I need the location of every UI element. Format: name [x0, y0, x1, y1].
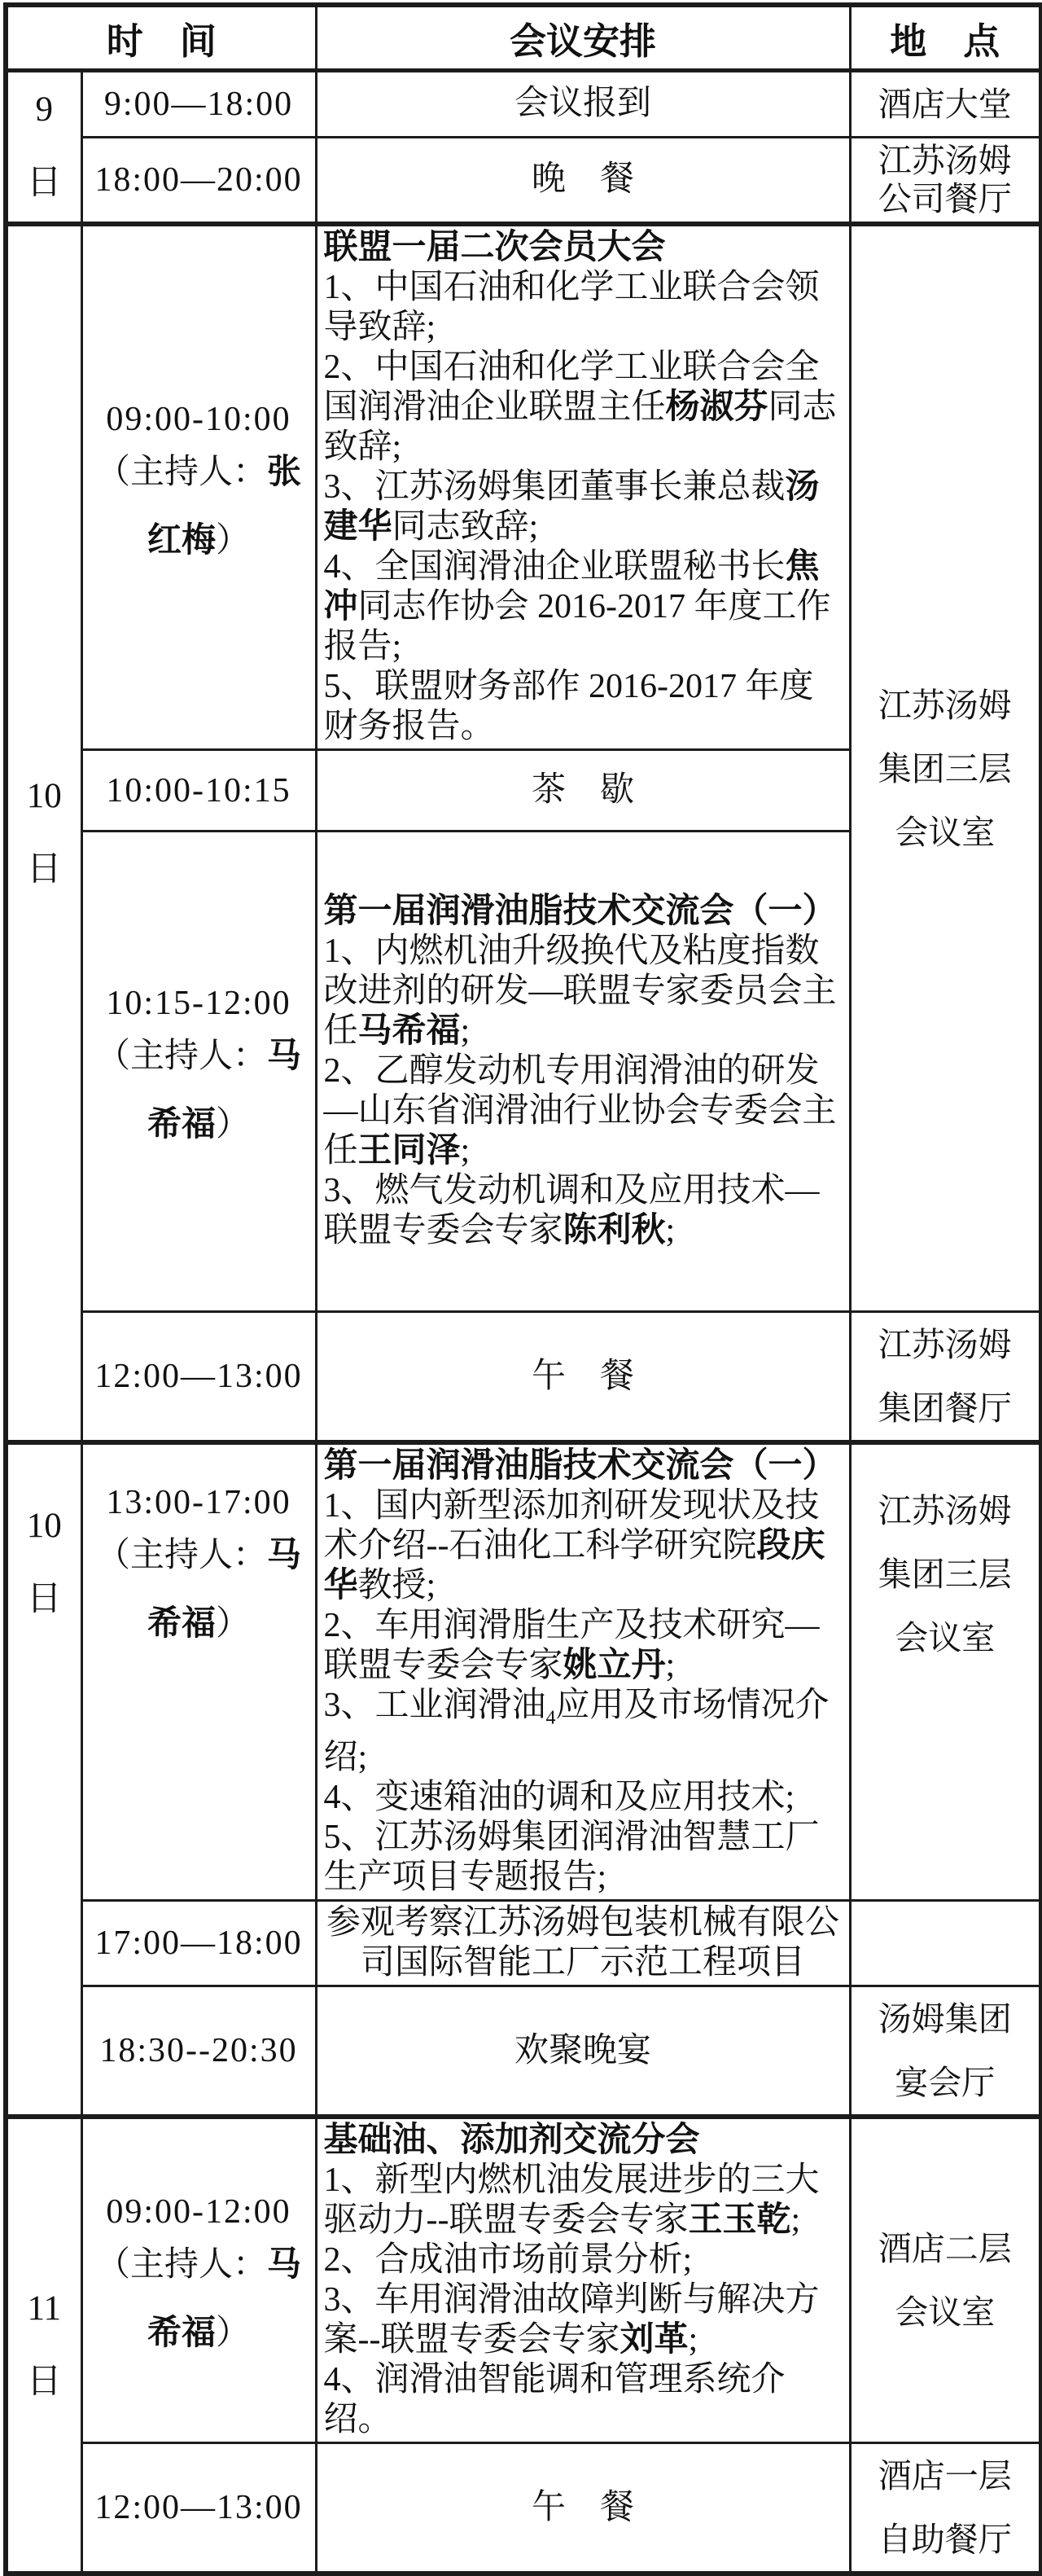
row-lunch-day10 — [6, 1312, 1041, 1443]
agenda-item: 4、变速箱油的调和及应用技术; — [323, 1779, 795, 1817]
speaker-name: 段庆华 — [323, 1527, 825, 1604]
scanned-schedule-page — [0, 2, 1042, 2559]
day-number: 11 — [27, 2289, 61, 2328]
agenda-item: 2、中国石油和化学工业联合会全国润滑油企业联盟主任杨淑芬同志致辞; — [323, 349, 837, 466]
agenda-item: 1、国内新型添加剂研发现状及技术介绍--石油化工科学研究院段庆华教授; — [323, 1487, 825, 1604]
subscript-note: 4 — [545, 1707, 556, 1729]
day-suffix: 日 — [26, 2362, 62, 2401]
header-time: 时 间 — [6, 5, 316, 70]
day-cell-9 — [6, 70, 81, 224]
session-title: 第一届润滑油脂技术交流会（一） — [323, 1447, 837, 1485]
day-cell-10-morning — [6, 224, 81, 1442]
host-line: 红梅） — [147, 521, 251, 560]
time-cell: 10:15-12:00 （主持人：马 希福） — [81, 832, 316, 1312]
host-line: （主持人：马 — [95, 1037, 302, 1075]
time-cell: 09:00-12:00 （主持人：马 希福） — [81, 2117, 316, 2443]
day-number: 9 — [35, 90, 53, 129]
row-baseoil-session — [6, 2117, 1041, 2443]
host-line: 希福） — [147, 1105, 251, 1143]
row-factory-visit — [6, 1901, 1041, 1986]
session-title: 第一届润滑油脂技术交流会（一） — [323, 893, 837, 930]
time-cell: 18:00—20:00 — [81, 137, 316, 224]
agenda-item: 2、车用润滑脂生产及技术研究—联盟专委会专家姚立丹; — [323, 1607, 820, 1684]
agenda-item: 1、中国石油和化学工业联合会领导致辞; — [323, 269, 820, 346]
time-cell: 17:00—18:00 — [81, 1901, 316, 1986]
agenda-item: 2、合成油市场前景分析; — [323, 2241, 693, 2280]
day-number: 10 — [26, 777, 62, 815]
time-cell: 12:00—13:00 — [81, 2443, 316, 2574]
row-dinner-day9 — [6, 137, 1041, 224]
day-cell-10-afternoon — [6, 1442, 81, 2117]
agenda-cell: 茶 歇 — [316, 750, 850, 832]
agenda-item: 3、工业润滑油$_4$应用及市场情况介绍; — [323, 1687, 830, 1777]
speaker-name: 刘革 — [620, 2321, 689, 2359]
speaker-name: 王同泽 — [357, 1132, 461, 1170]
host-name: 希福 — [147, 1105, 216, 1143]
agenda-cell — [316, 832, 850, 1312]
agenda-item: 3、江苏汤姆集团董事长兼总裁汤建华同志致辞; — [323, 468, 820, 546]
day-cell-11 — [6, 2117, 81, 2574]
time-cell: 09:00-10:00 （主持人：张 红梅） — [81, 224, 316, 750]
speaker-name: 杨淑芬 — [665, 388, 768, 426]
row-member-assembly — [6, 224, 1041, 750]
host-line: （主持人：马 — [95, 2246, 302, 2284]
agenda-item: 3、车用润滑油故障判断与解决方案--联盟专委会专家刘革; — [323, 2281, 820, 2359]
day-number: 10 — [26, 1507, 62, 1545]
host-line: 希福） — [147, 2315, 251, 2353]
agenda-item: 1、内燃机油升级换代及粘度指数改进剂的研发—联盟专家委员会主任马希福; — [323, 933, 837, 1050]
location-cell: 江苏汤姆 集团三层 会议室 — [850, 1442, 1041, 1901]
time-cell: 13:00-17:00 （主持人：马 希福） — [81, 1442, 316, 1901]
agenda-cell: 参观考察江苏汤姆包装机械有限公司国际智能工厂示范工程项目 — [316, 1901, 850, 1986]
agenda-item: 2、乙醇发动机专用润滑油的研发—山东省润滑油行业协会专委会主任王同泽; — [323, 1052, 837, 1170]
agenda-item: 5、江苏汤姆集团润滑油智慧工厂生产项目专题报告; — [323, 1819, 820, 1897]
agenda-cell: 午 餐 — [316, 2443, 850, 2574]
speaker-name: 王玉乾 — [688, 2201, 791, 2240]
agenda-item: 3、燃气发动机调和及应用技术—联盟专委会专家陈利秋; — [323, 1172, 820, 1249]
host-name: 马 — [267, 2246, 302, 2284]
speaker-name: 汤建华 — [323, 468, 820, 546]
row-registration — [6, 70, 1041, 137]
host-line: （主持人：张 — [95, 453, 302, 491]
agenda-item: 1、新型内燃机油发展进步的三大驱动力--联盟专委会专家王玉乾; — [323, 2161, 820, 2240]
session-title: 基础油、添加剂交流分会 — [323, 2122, 700, 2160]
time-cell: 10:00-10:15 — [81, 750, 316, 832]
day-suffix: 日 — [26, 164, 62, 203]
location-cell: 汤姆集团 宴会厅 — [850, 1986, 1041, 2117]
location-cell: 酒店二层 会议室 — [850, 2117, 1041, 2443]
agenda-item: 4、润滑油智能调和管理系统介绍。 — [323, 2361, 786, 2439]
speaker-name: 陈利秋 — [563, 1212, 666, 1249]
agenda-item: 5、联盟财务部作 2016-2017 年度财务报告。 — [323, 668, 814, 745]
day-suffix: 日 — [26, 850, 62, 889]
agenda-cell: 午 餐 — [316, 1312, 850, 1443]
host-line: 希福） — [147, 1605, 251, 1643]
agenda-cell: 晚 餐 — [316, 137, 850, 224]
host-name: 希福 — [147, 2315, 216, 2353]
row-banquet — [6, 1986, 1041, 2117]
host-line: （主持人：马 — [95, 1537, 302, 1574]
speaker-name: 马希福 — [357, 1012, 461, 1050]
time-cell: 12:00—13:00 — [81, 1312, 316, 1443]
agenda-cell — [316, 224, 850, 750]
host-name: 马 — [267, 1037, 302, 1075]
header-agenda: 会议安排 — [316, 5, 850, 70]
host-name: 红梅 — [147, 521, 216, 560]
row-tech-exchange-2 — [6, 1442, 1041, 1901]
day-suffix: 日 — [26, 1580, 62, 1618]
location-cell: 江苏汤姆 集团三层 会议室 — [850, 224, 1041, 1312]
agenda-cell — [316, 1442, 850, 1901]
location-cell: 江苏汤姆 集团餐厅 — [850, 1312, 1041, 1443]
row-lunch-day11 — [6, 2443, 1041, 2574]
conference-schedule-table — [3, 2, 1042, 2576]
location-cell: 江苏汤姆 公司餐厅 — [850, 137, 1041, 224]
host-name: 张 — [267, 453, 302, 491]
time-cell: 9:00—18:00 — [81, 70, 316, 137]
time-cell: 18:30--20:30 — [81, 1986, 316, 2117]
agenda-cell: 会议报到 — [316, 70, 850, 137]
speaker-name: 焦冲 — [323, 548, 820, 625]
header-row — [6, 5, 1041, 70]
session-title: 联盟一届二次会员大会 — [323, 229, 666, 266]
location-cell: 酒店大堂 — [850, 70, 1041, 137]
speaker-name: 姚立丹 — [563, 1647, 666, 1684]
agenda-item: 4、全国润滑油企业联盟秘书长焦冲同志作协会 2016-2017 年度工作报告; — [323, 548, 831, 665]
host-name: 希福 — [147, 1605, 216, 1643]
location-cell: 酒店一层 自助餐厅 — [850, 2443, 1041, 2574]
header-location: 地 点 — [850, 5, 1041, 70]
host-name: 马 — [267, 1537, 302, 1574]
agenda-cell: 欢聚晚宴 — [316, 1986, 850, 2117]
location-cell-empty — [850, 1901, 1041, 1986]
agenda-cell — [316, 2117, 850, 2443]
